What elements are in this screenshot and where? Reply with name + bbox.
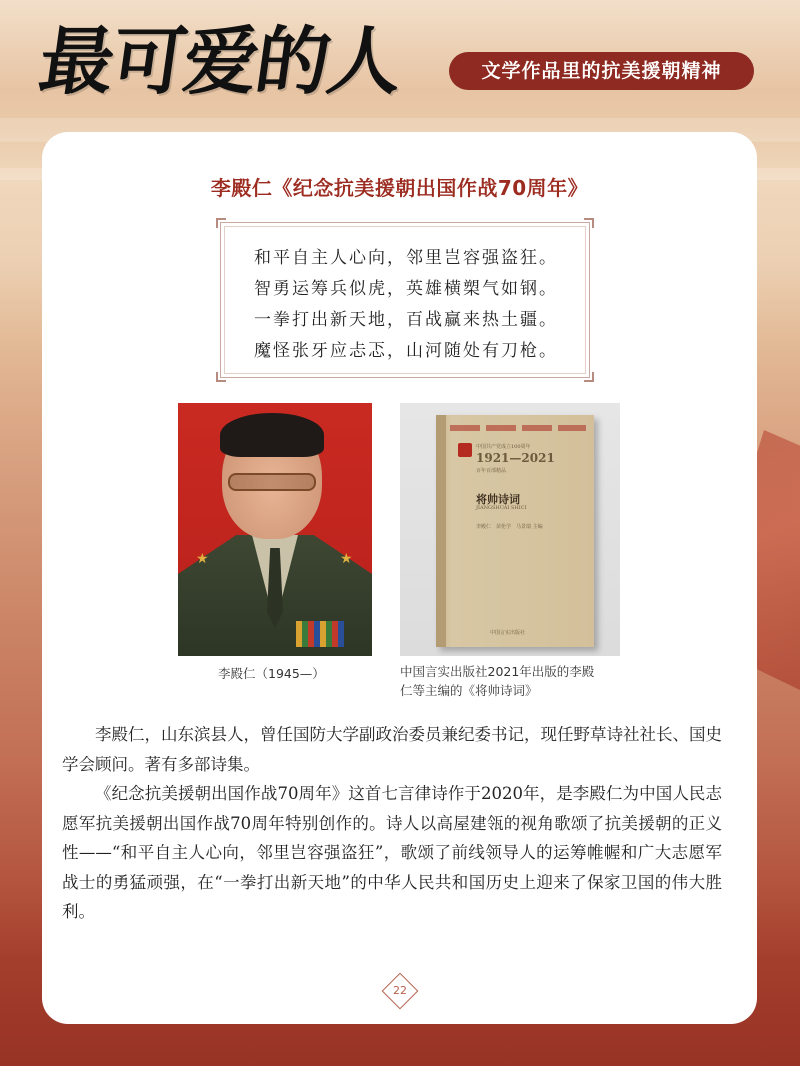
body-paragraph-1: 李殿仁，山东滨县人，曾任国防大学副政治委员兼纪委书记，现任野草诗社社长、国史学会顾问。著有多部诗集。 xyxy=(62,725,722,774)
book-subtitle-small: 百年百部精品 xyxy=(476,468,507,474)
portrait-caption: 李殿仁（1945—） xyxy=(218,666,325,681)
star-icon: ★ xyxy=(340,551,353,567)
poem-line-4: 魔怪张牙应忐忑，山河随处有刀枪。 xyxy=(254,341,558,361)
book-caption-line2: 仁等主编的《将帅诗词》 xyxy=(400,683,538,698)
book-title: 将帅诗词 xyxy=(476,493,520,506)
book-header-small: 中国共产党成立100周年 xyxy=(476,444,531,450)
hair xyxy=(220,413,324,457)
book-publisher: 中国言实出版社 xyxy=(490,630,526,636)
page-number: 22 xyxy=(393,984,407,997)
medal-ribbons xyxy=(296,621,344,647)
frame-corner xyxy=(584,372,594,382)
page-title: 最可爱的人 xyxy=(33,19,407,105)
book-caption-line1: 中国言实出版社2021年出版的李殿 xyxy=(400,664,595,679)
poem-title: 李殿仁《纪念抗美援朝出国作战70周年》 xyxy=(210,176,589,200)
book-years: 1921—2021 xyxy=(476,451,555,465)
frame-corner xyxy=(584,218,594,228)
poem-line-1: 和平自主人心向，邻里岂容强盗狂。 xyxy=(254,248,558,268)
content-card xyxy=(42,132,757,1024)
book-topbar xyxy=(450,425,586,431)
frame-corner xyxy=(216,372,226,382)
portrait-photo xyxy=(178,403,372,656)
series-label: 文学作品里的抗美援朝精神 xyxy=(449,52,754,90)
book-pinyin: JIANGSHUAI SHICI xyxy=(476,505,527,511)
body-text xyxy=(62,720,722,927)
frame-corner xyxy=(216,218,226,228)
book-editors: 李殿仁 苗伦学 马景瑞 主编 xyxy=(476,524,543,530)
party-emblem-icon xyxy=(458,443,472,457)
book-spine xyxy=(436,415,446,647)
poem-line-2: 智勇运筹兵似虎，英雄横槊气如钢。 xyxy=(254,279,558,299)
body-paragraph-2: 《纪念抗美援朝出国作战70周年》这首七言律诗作于2020年，是李殿仁为中国人民志愿军抗美援朝出国作战70周年特别创作的。诗人以高屋建瓴的视角歌颂了抗美援朝的正义性——“和平自主人心向，邻里岂容强盗狂”，歌颂了前线领导人的运筹帷幄和广大志愿军战士的勇猛顽强，在“一拳打出新天地”的中华人民共和国历史上迎来了保家卫国的伟大胜利。 xyxy=(62,784,722,921)
glasses xyxy=(228,473,316,491)
poem-frame xyxy=(220,222,590,378)
star-icon: ★ xyxy=(196,551,209,567)
page-number-badge xyxy=(382,973,419,1010)
book-photo xyxy=(400,403,620,656)
poem-line-3: 一拳打出新天地，百战赢来热土疆。 xyxy=(254,310,558,330)
